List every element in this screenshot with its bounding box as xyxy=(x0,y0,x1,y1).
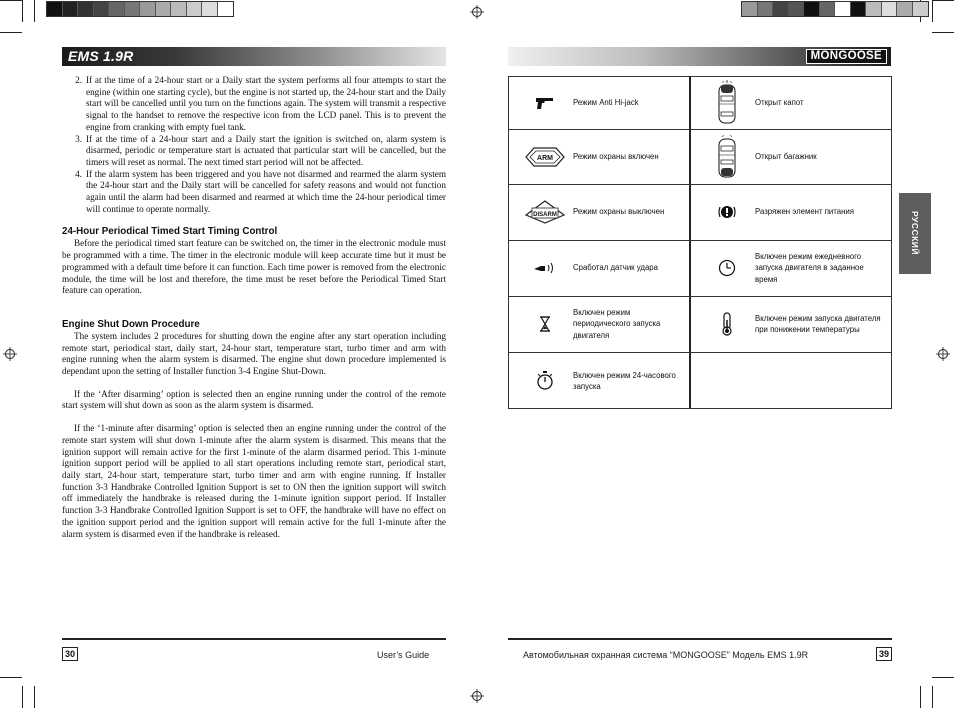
list-item xyxy=(62,75,446,134)
thermometer-icon xyxy=(721,312,733,336)
section-paragraph: Before the periodical timed start feature can be switched on, the timer in the electronic module must be programmed with a time. The timer in the electronic module will keep accurate time but it must be programmed with a default time before it can function. Each time power is removed from the electronic module, the time will be lost and therefore, the time must be reset before the Periodical Timed Start feature can operation. xyxy=(62,238,446,296)
stopwatch-icon xyxy=(536,371,554,391)
right-page-number: 39 xyxy=(876,647,892,661)
left-footer-rule xyxy=(62,638,446,640)
table-row xyxy=(699,184,891,240)
left-page-number: 30 xyxy=(62,647,78,661)
section-heading-timed-start: 24-Hour Periodical Timed Start Timing Control xyxy=(62,226,278,238)
section-paragraph: The system includes 2 procedures for shutting down the engine after any start operation including remote start, periodical start, daily start, 24-hour start, temperature start, turbo timer and arm with engine running when the alarm system is disarmed. The engine shut down procedure implemented is dependant upon the setting of Installer function 3-4 Engine Shut-Down. xyxy=(62,330,446,377)
arm-icon-text: ARM xyxy=(537,154,553,162)
table-row xyxy=(699,129,891,184)
table-label: Сработал датчик удара xyxy=(573,263,658,273)
table-label: Открыт капот xyxy=(755,98,804,108)
language-tab-label: РУССКИЙ xyxy=(910,211,920,256)
table-row xyxy=(699,240,891,296)
mongoose-logo: MONGOOSE xyxy=(806,49,887,64)
left-footer-text: User’s Guide xyxy=(377,650,430,660)
icon-legend-table xyxy=(508,76,892,409)
table-row xyxy=(517,296,689,352)
shock-sensor-icon xyxy=(533,261,557,275)
table-label: Режим охраны выключен xyxy=(573,207,665,217)
registration-mark-icon xyxy=(470,689,484,703)
list-item xyxy=(62,134,446,169)
list-number: 3. xyxy=(75,133,82,144)
car-trunk-open-icon xyxy=(716,134,738,180)
table-label: Режим Anti Hi-jack xyxy=(573,98,639,108)
arm-icon xyxy=(524,145,566,169)
car-hood-open-icon xyxy=(716,80,738,126)
right-footer-text: Автомобильная охранная система “MONGOOSE” Модель EMS 1.9R xyxy=(523,650,809,660)
header-title: EMS 1.9R xyxy=(68,48,134,64)
list-item xyxy=(62,169,446,216)
registration-mark-icon xyxy=(3,347,17,361)
table-row xyxy=(699,296,891,352)
list-number: 4. xyxy=(75,168,82,179)
right-footer-rule xyxy=(508,638,892,640)
section-heading-engine-shutdown: Engine Shut Down Procedure xyxy=(62,318,200,330)
list-text: If at the time of a 24-hour start and a Daily start the ignition is switched on, alarm system is disarmed, periodic or temperature start is actuated that particular start will be cancelled, but the timers will reset as normal. The next timed start period will not be affected. xyxy=(86,133,446,167)
pistol-icon xyxy=(535,96,555,110)
section-paragraph: If the ‘After disarming’ option is selected then an engine running under the control of the remote start system will shut down as soon as the alarm system is disarmed. xyxy=(62,388,446,411)
disarm-icon-text: DISARM xyxy=(533,212,557,218)
section-paragraph: If the ‘1-minute after disarming’ option is selected then an engine running under the control of the remote start system will shut down 1-minute after the alarm system is disarmed. This means that the ignition support will remain active for the first 1-minute of the alarm disarmed period. This 1-minute ignition support period will be applied to all start operations including remote start, periodical start, daily start, 24-hour start, temperature start, turbo timer and arm with engine running. If Installer function 3-3 Handbrake Controlled Ignition Support is set to ON then the ignition support will switch off immediately the handbrake is released during the 1-minute ignition support period. If Installer function 3-3 Handbrake Controlled Ignition Support is set to OFF, the handbrake will have no effect on the ignition support period and the ignition support will remain active for the full 1-minute after the alarm system is disarmed even if the handbrake is released. xyxy=(62,423,446,539)
hourglass-icon xyxy=(539,316,551,332)
table-row xyxy=(517,184,689,240)
registration-mark-icon xyxy=(470,5,484,19)
table-label: Включен режим периодического запуска двигателя xyxy=(573,307,661,340)
table-label: Разряжен элемент питания xyxy=(755,207,854,217)
color-bar-right xyxy=(741,1,929,17)
table-label: Включен режим ежедневного запуска двигателя в заданное время xyxy=(755,251,864,284)
list-number: 2. xyxy=(75,75,82,85)
right-page-header xyxy=(508,47,891,66)
list-text: If the alarm system has been triggered and you have not disarmed and rearmed the alarm system the 24-hour start and the Daily start will be cancelled for safety reasons and would not function again until the alarm had been disarmed and rearmed at which time the 24-hour periodical timer will continue to operate normally. xyxy=(86,168,446,214)
language-tab xyxy=(899,193,931,274)
table-row xyxy=(517,352,689,410)
table-label: Включен режим 24-часового запуска xyxy=(573,370,676,391)
table-label: Режим охраны включен xyxy=(573,151,659,161)
battery-low-icon xyxy=(718,204,736,220)
table-label: Открыт багажник xyxy=(755,151,817,161)
color-bar-left xyxy=(46,1,234,17)
list-text: If at the time of a 24-hour start or a Daily start the system performs all four attempts to start the engine (within one starting cycle), but the engine is not started up, the 24-hour start and the Daily start will be cancelled until you turn on the functions again. The system will transmit a respective signal to the handset to remove the respective icon from the LCD panel. This is to prevent the engine from cranking with empty fuel tank. xyxy=(86,75,446,132)
table-divider xyxy=(689,77,691,408)
table-row xyxy=(517,77,689,129)
table-row-empty xyxy=(699,352,891,410)
table-label: Включен режим запуска двигателя при понижении температуры xyxy=(755,313,881,334)
disarm-icon xyxy=(524,199,566,225)
table-row xyxy=(517,240,689,296)
left-page-body xyxy=(62,75,446,540)
clock-icon xyxy=(718,259,736,277)
table-row xyxy=(699,77,891,129)
registration-mark-icon xyxy=(936,347,950,361)
left-page-header xyxy=(62,47,446,66)
table-row xyxy=(517,129,689,184)
